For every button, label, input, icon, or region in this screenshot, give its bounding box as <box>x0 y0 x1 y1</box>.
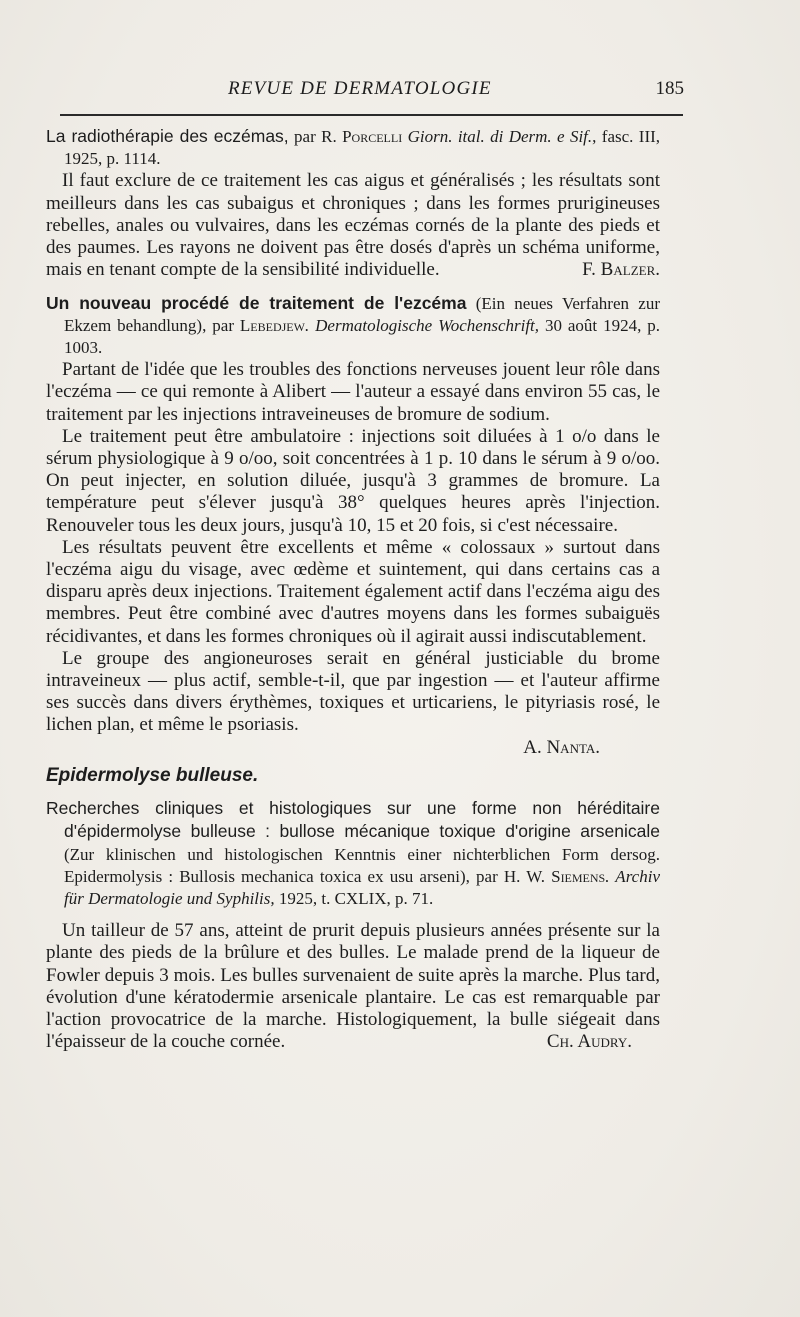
article-radiotherapie <box>46 125 660 282</box>
article-procede-traitement <box>46 292 660 759</box>
reference-details: 1925, t. CXLIX, p. 71. <box>274 888 434 908</box>
article-reference <box>46 292 660 360</box>
reference-subtitle: (Ein neues Verfahren zur Ekzem behandlung), par <box>64 293 660 335</box>
reference-by: par R. <box>288 127 343 146</box>
article-reference <box>46 797 660 910</box>
article-author: Siemens <box>551 866 606 886</box>
article-title: Recherches cliniques et histologiques sur une forme non héréditaire d'épidermolyse bulleuse : bullose mécanique toxique d'origine arsenicale <box>46 798 660 842</box>
article-paragraph: Les résultats peuvent être excellents et même « colossaux » surtout dans l'eczéma aigu du visage, avec œdème et suintement, qui dans certains cas a disparu après deux injections. Traitement également actif dans l'eczéma aigu des membres. Peut être combiné avec d'autres moyens dans les formes subaiguës récidivantes, et dans les formes chroniques où il agirait aussi indiscutablement. <box>46 536 660 647</box>
journal-name: . Archiv für Dermatologie und Syphilis, <box>64 866 660 908</box>
article-title: Un nouveau procédé de traitement de l'ezcéma <box>46 292 467 313</box>
header-rule <box>60 114 683 116</box>
article-body: Il faut exclure de ce traitement les cas aigus et généralisés ; les résultats sont meilleurs dans les cas subaigus et chroniques ; dans les formes prurigineuses rebelles, anales ou vulvaires, dans les eczémas cornés de la plante des pieds et des paumes. Les rayons ne doivent pas être dosés d'après un schéma uniforme, mais en tenant compte de la sensibilité individuelle. <box>46 170 660 281</box>
article-author: Porcelli <box>342 127 403 146</box>
reference-details: 30 août 1924, p. 1003. <box>64 315 660 358</box>
article-author: Lebedjew <box>239 315 305 335</box>
article-epidermolyse <box>46 797 660 1053</box>
journal-name: . Dermatologische Wochenschrift, <box>304 315 540 335</box>
article-title: La radiothérapie des eczémas, <box>46 126 289 146</box>
article-paragraph: Le traitement peut être ambulatoire : injections soit diluées à 1 o/o dans le sérum physiologique à 9 o/oo, soit concentrées à 1 p. 10 dans le sérum à 9 o/oo. On peut injecter, en solution diluée, jusqu'à 3 grammes de bromure. La température peut s'élever jusqu'à 38° quelques heures après l'injection. Renouveler tous les deux jours, jusqu'à 10, 15 et 20 fois, si c'est nécessaire. <box>46 425 660 536</box>
journal-name: Giorn. ital. di Derm. e Sif. <box>402 127 593 146</box>
running-title: REVUE DE DERMATOLOGIE <box>228 78 492 99</box>
article-body: Un tailleur de 57 ans, atteint de prurit depuis plusieurs années présente sur la plante des pieds de la brûlure et des bulles. Le malade prend de la liqueur de Fowler depuis 3 mois. Les bulles survenaient de suite après la marche. Plus tard, évolution d'une kératodermie arsenicale plantaire. Le cas est remarquable par l'action provocatrice de la marche. Histologiquement, la bulle siégeait dans l'épaisseur de la couche cornée. <box>46 920 660 1053</box>
article-signature: A. Nanta. <box>523 736 600 758</box>
reference-details: , fasc. III, 1925, p. 1114. <box>64 127 661 169</box>
page-number: 185 <box>655 78 684 99</box>
article-reference <box>46 125 660 170</box>
article-paragraph: Partant de l'idée que les troubles des fonctions nerveuses jouent leur rôle dans l'eczéma — ce qui remonte à Alibert — l'auteur a essayé dans environ 55 cas, le traitement par les injections intraveineuses de bromure de sodium. <box>46 359 660 425</box>
reference-subtitle: (Zur klinischen und histologischen Kenntnis einer nichterblichen Form dersog. Epidermolysis : Bullosis mechanica toxica ex usu arseni), par H. W. <box>64 844 660 886</box>
running-header <box>60 76 684 106</box>
article-signature: F. Balzer. <box>582 259 660 281</box>
article-signature: Ch. Audry. <box>546 1031 632 1053</box>
section-heading: Epidermolyse bulleuse. <box>46 764 259 786</box>
page-content <box>46 125 660 1054</box>
article-paragraph: Le groupe des angioneuroses serait en général justiciable du brome intraveineux — plus actif, semble-t-il, que par ingestion — et l'auteur affirme ses succès dans divers érythèmes, toxiques et urticariens, le pityriasis rosé, le lichen plan, et même le psoriasis. <box>46 647 660 736</box>
